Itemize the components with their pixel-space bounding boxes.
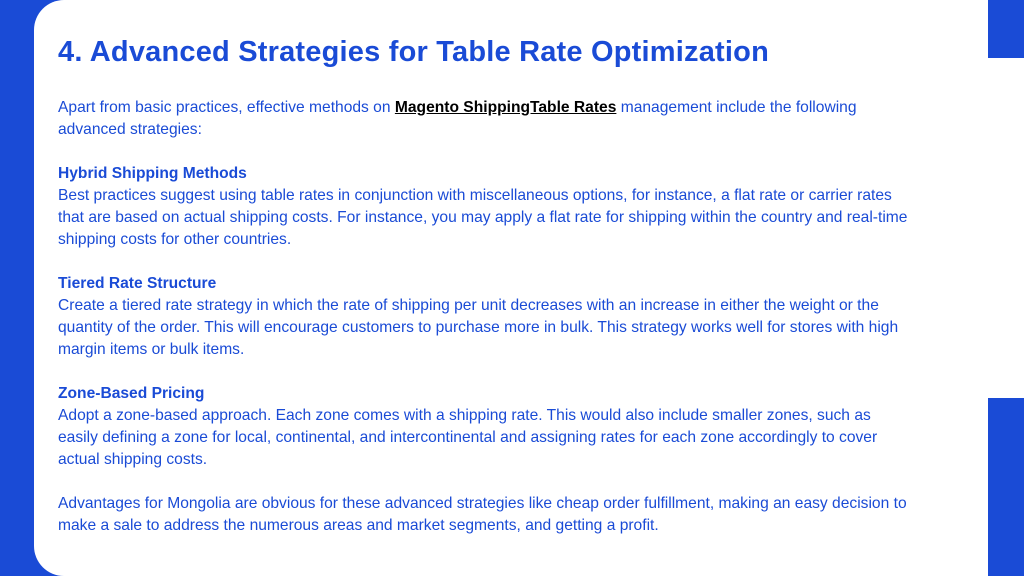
intro-paragraph bbox=[58, 97, 908, 141]
section-tiered-rate bbox=[58, 273, 908, 361]
right-edge-white-block bbox=[988, 58, 1024, 398]
article-body bbox=[58, 97, 908, 537]
section-body: Adopt a zone-based approach. Each zone comes with a shipping rate. This would also include smaller zones, such as easily defining a zone for local, continental, and intercontinental and assigning rates for each zone accordingly to cover actual shipping costs. bbox=[58, 407, 878, 468]
magento-table-rates-link[interactable]: Magento ShippingTable Rates bbox=[394, 99, 617, 116]
conclusion-paragraph: Advantages for Mongolia are obvious for these advanced strategies like cheap order fulfillment, making an easy decision to make a sale to address the numerous areas and market segments, and getting a profit. bbox=[58, 495, 907, 534]
section-heading: Hybrid Shipping Methods bbox=[58, 165, 247, 182]
page-title: 4. Advanced Strategies for Table Rate Optimization bbox=[58, 36, 769, 68]
section-body: Create a tiered rate strategy in which the rate of shipping per unit decreases with an increase in either the weight or the quantity of the order. This will encourage customers to purchase more in bulk. This strategy works well for stores with high margin items or bulk items. bbox=[58, 297, 899, 358]
section-heading: Zone-Based Pricing bbox=[58, 385, 205, 402]
section-body: Best practices suggest using table rates in conjunction with miscellaneous options, for instance, a flat rate or carrier rates that are based on actual shipping costs. For instance, you may apply a flat rate for shipping within the country and real-time shipping costs for other countries. bbox=[58, 187, 908, 248]
section-heading: Tiered Rate Structure bbox=[58, 275, 217, 292]
intro-text-after: management include the following advanced strategies: bbox=[58, 99, 857, 138]
section-hybrid-shipping bbox=[58, 163, 908, 251]
section-zone-based bbox=[58, 383, 908, 471]
intro-text-before: Apart from basic practices, effective methods on bbox=[58, 99, 395, 116]
